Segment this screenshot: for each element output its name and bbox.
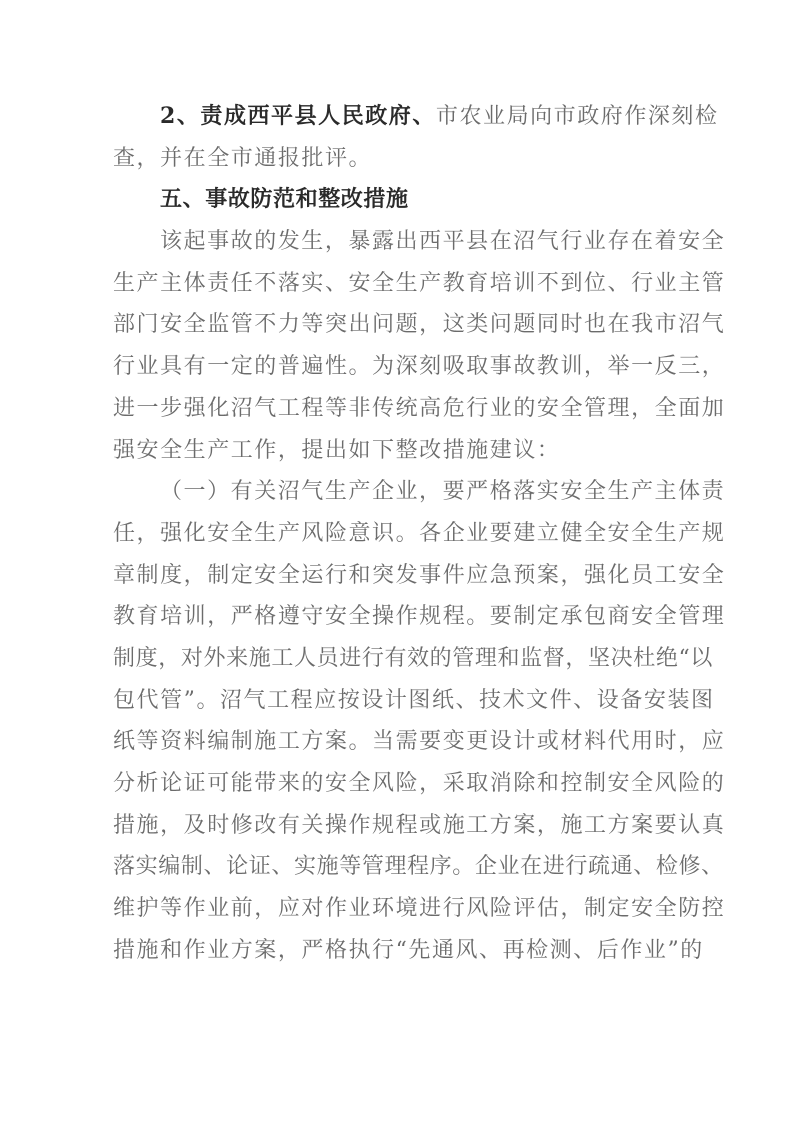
text-line [113, 430, 733, 472]
text-segment: 生产主体责任不落实、安全生产教育培训不到位、行业主管 [113, 270, 726, 296]
text-segment: 部门安全监管不力等突出问题，这类问题同时也在我市沼气 [113, 312, 726, 338]
text-line [113, 221, 733, 263]
text-segment: 市农业局向市政府作深刻检 [435, 104, 719, 129]
text-line [113, 304, 733, 346]
bold-text-segment: 五、事故防范和整改措施 [160, 187, 409, 213]
text-line [113, 888, 733, 930]
text-segment: 强安全生产工作，提出如下整改措施建议： [113, 437, 561, 463]
text-line [113, 763, 733, 805]
text-segment: 措施和作业方案，严格执行“先通风、再检测、后作业”的 [113, 937, 704, 963]
text-line [113, 138, 733, 180]
text-segment: 分析论证可能带来的安全风险，采取消除和控制安全风险的 [113, 771, 726, 796]
text-segment: 包代管”。沼气工程应按设计图纸、技术文件、设备安装图 [113, 687, 715, 713]
text-line [113, 513, 733, 555]
text-line [113, 638, 733, 680]
text-segment: 进一步强化沼气工程等非传统高危行业的安全管理，全面加 [113, 395, 726, 421]
section-heading [113, 179, 733, 221]
text-line [113, 471, 733, 513]
text-line [113, 805, 733, 847]
text-segment: 维护等作业前，应对作业环境进行风险评估，制定安全防控 [113, 896, 726, 922]
text-segment: 该起事故的发生，暴露出西平县在沼气行业存在着安全 [160, 229, 726, 255]
text-segment: 纸等资料编制施工方案。当需要变更设计或材料代用时，应 [113, 729, 726, 755]
text-segment: 查，并在全市通报批评。 [113, 145, 373, 171]
text-line [113, 263, 733, 305]
text-line [113, 555, 733, 597]
text-segment: 教育培训，严格遵守安全操作规程。要制定承包商安全管理 [113, 604, 726, 630]
text-segment: （一）有关沼气生产企业，要严格落实安全生产主体责 [160, 479, 726, 505]
text-segment: 制度，对外来施工人员进行有效的管理和监督，坚决杜绝“以 [113, 645, 713, 671]
text-line [113, 596, 733, 638]
text-segment: 落实编制、论证、实施等管理程序。企业在进行疏通、检修、 [113, 854, 724, 880]
document-body [113, 96, 733, 971]
text-line [113, 930, 733, 972]
text-line [113, 96, 733, 138]
text-line [113, 721, 733, 763]
text-segment: 章制度，制定安全运行和突发事件应急预案，强化员工安全 [113, 562, 726, 588]
text-line [113, 346, 733, 388]
text-line [113, 680, 733, 722]
text-segment: 措施，及时修改有关操作规程或施工方案，施工方案要认真 [113, 812, 726, 838]
text-segment: 任，强化安全生产风险意识。各企业要建立健全安全生产规 [113, 520, 726, 546]
text-line [113, 388, 733, 430]
bold-text-segment: 2、责成西平县人民政府、 [160, 103, 436, 129]
text-segment: 行业具有一定的普遍性。为深刻吸取事故教训，举一反三， [113, 354, 726, 380]
text-line [113, 846, 733, 888]
